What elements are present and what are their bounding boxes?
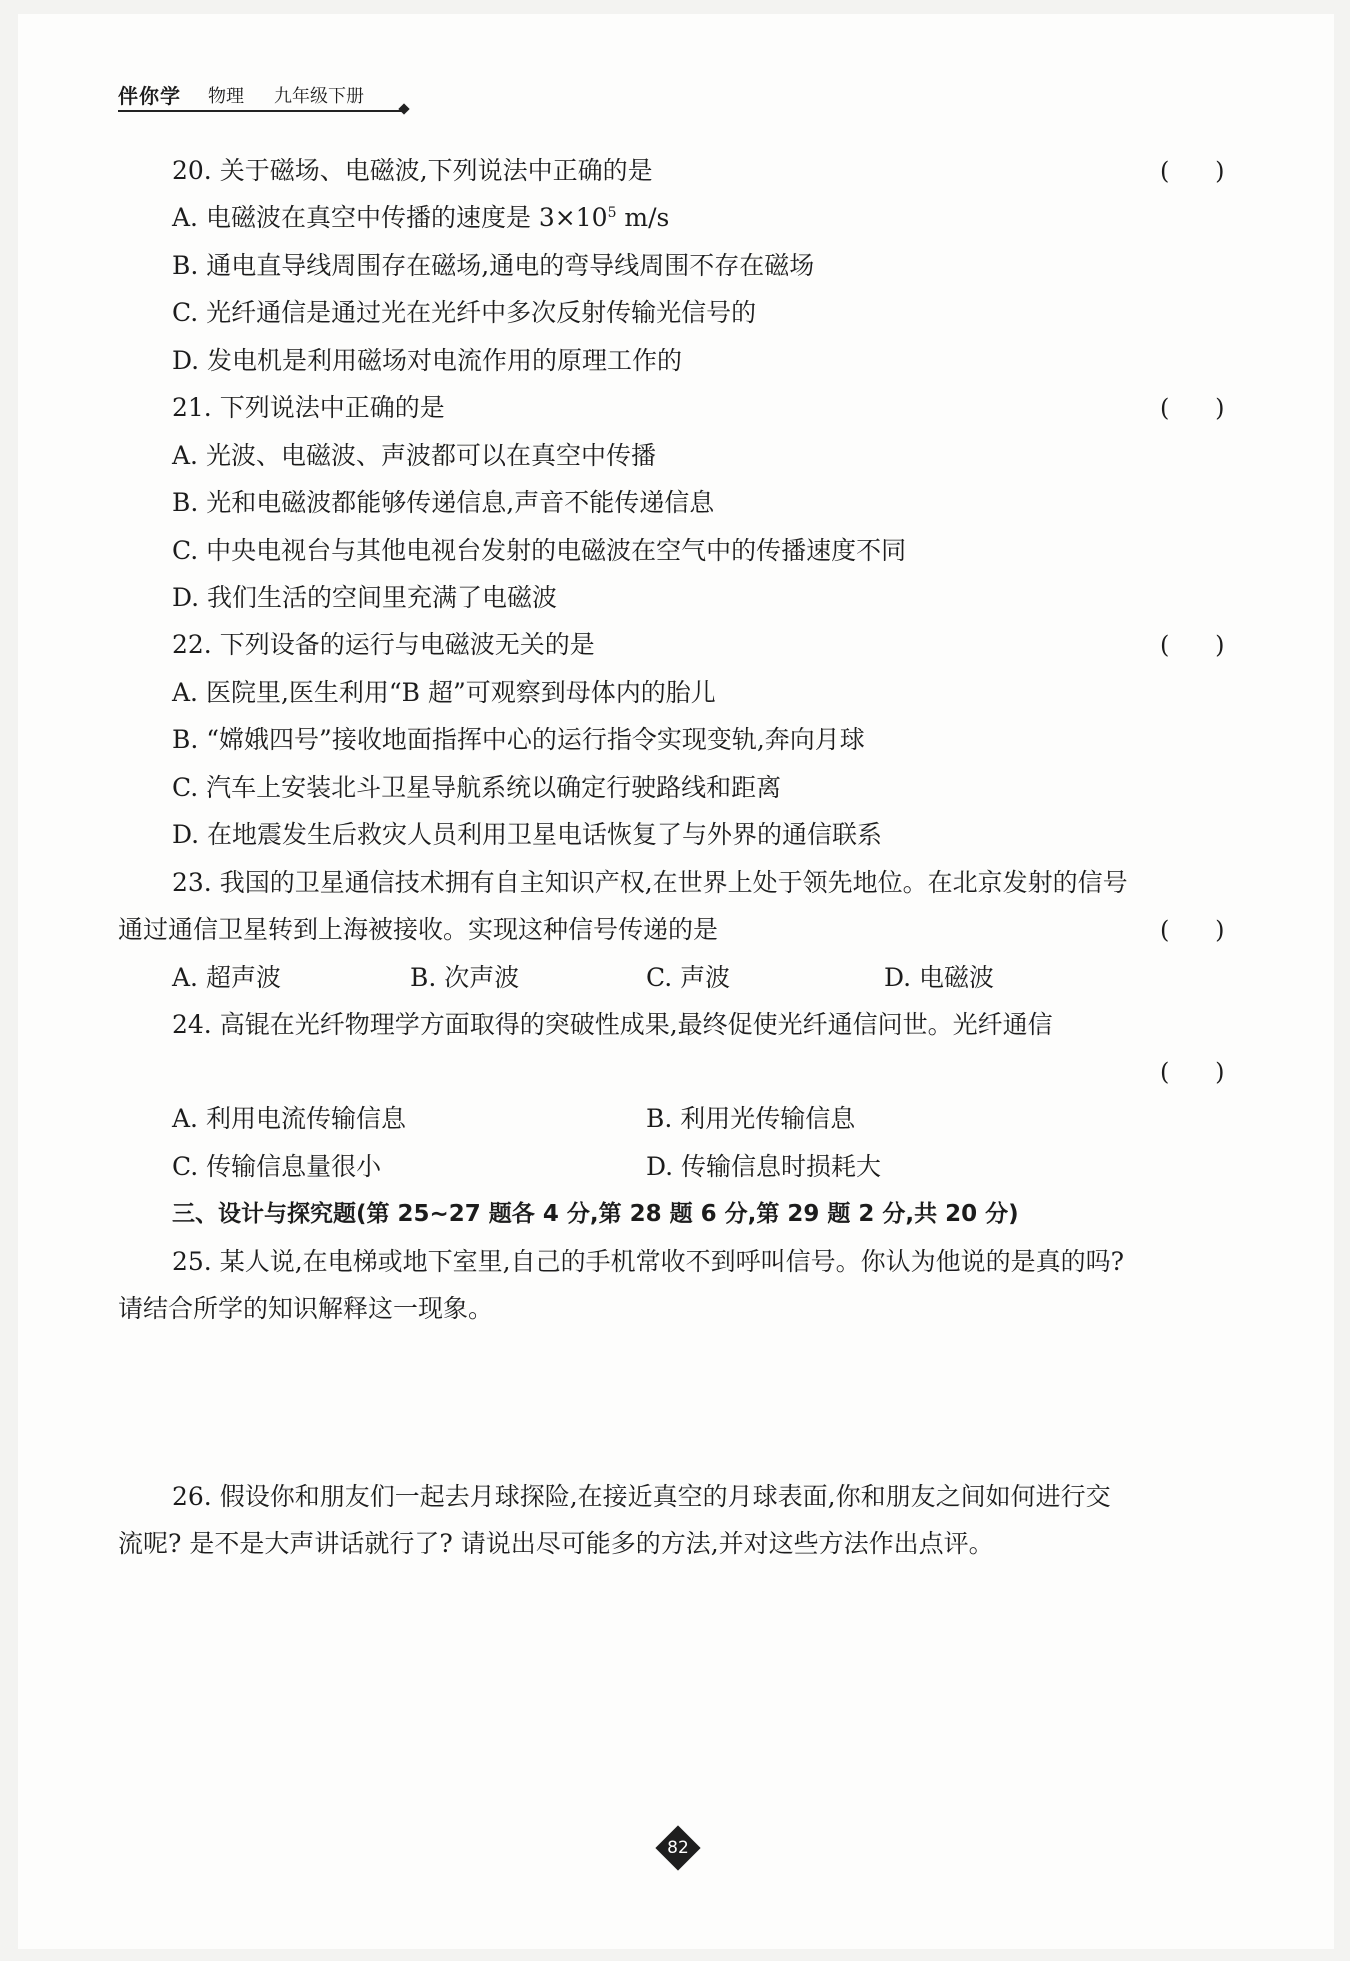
q20-stem: 20. 关于磁场、电磁波,下列说法中正确的是 [172,156,653,185]
q22-option-a: A. 医院里,医生利用“B 超”可观察到母体内的胎儿 [172,678,716,707]
q23-option-a: A. 超声波 [172,963,281,992]
q20-option-c: C. 光纤通信是通过光在光纤中多次反射传输光信号的 [172,298,757,327]
q23-option-b: B. 次声波 [410,963,520,992]
q21-stem: 21. 下列说法中正确的是 [172,393,445,422]
page-number: 82 [667,1838,689,1858]
section-3-heading: 三、设计与探究题(第 25~27 题各 4 分,第 28 题 6 分,第 29 题 2 分,共 20 分) [172,1201,1019,1227]
q23-option-d: D. 电磁波 [884,963,995,992]
q22-option-c: C. 汽车上安装北斗卫星导航系统以确定行驶路线和距离 [172,773,782,802]
q20-option-a: A. 电磁波在真空中传播的速度是 $3\times 10^5$ m/s [172,203,670,232]
q23-option-c: C. 声波 [646,963,731,992]
q24-stem: 24. 高锟在光纤物理学方面取得的突破性成果,最终促使光纤通信问世。光纤通信 [172,1010,1053,1039]
q22-answer-bracket[interactable]: ( ) [1160,631,1225,659]
q21-answer-bracket[interactable]: ( ) [1160,394,1225,422]
q26-line2: 流呢? 是不是大声讲话就行了? 请说出尽可能多的方法,并对这些方法作出点评。 [118,1529,994,1558]
q22-stem: 22. 下列设备的运行与电磁波无关的是 [172,630,595,659]
q24-option-d: D. 传输信息时损耗大 [646,1152,882,1181]
q20-option-d: D. 发电机是利用磁场对电流作用的原理工作的 [172,346,683,375]
q22-option-d: D. 在地震发生后救灾人员利用卫星电话恢复了与外界的通信联系 [172,820,883,849]
q25-line1: 25. 某人说,在电梯或地下室里,自己的手机常收不到呼叫信号。你认为他说的是真的吗? [172,1247,1125,1276]
q20-option-b: B. 通电直导线周围存在磁场,通电的弯导线周围不存在磁场 [172,251,815,280]
header-grade: 九年级下册 [274,86,364,107]
q24-option-b: B. 利用光传输信息 [646,1104,856,1133]
running-header [118,80,410,110]
q21-option-c: C. 中央电视台与其他电视台发射的电磁波在空气中的传播速度不同 [172,536,907,565]
q21-option-d: D. 我们生活的空间里充满了电磁波 [172,583,558,612]
q24-answer-bracket[interactable]: ( ) [1160,1058,1225,1086]
q26-line1: 26. 假设你和朋友们一起去月球探险,在接近真空的月球表面,你和朋友之间如何进行交 [172,1482,1111,1511]
q24-option-a: A. 利用电流传输信息 [172,1104,406,1133]
q24-option-c: C. 传输信息量很小 [172,1152,382,1181]
q20-answer-bracket[interactable]: ( ) [1160,157,1225,185]
header-rule [118,110,406,112]
q25-line2: 请结合所学的知识解释这一现象。 [118,1294,494,1323]
q22-option-b: B. “嫦娥四号”接收地面指挥中心的运行指令实现变轨,奔向月球 [172,725,865,754]
brand-logo: 伴你学 [118,84,181,108]
q23-answer-bracket[interactable]: ( ) [1160,916,1225,944]
page-number-badge [655,1825,701,1871]
header-subject: 物理 [208,86,244,107]
q23-stem-line1: 23. 我国的卫星通信技术拥有自主知识产权,在世界上处于领先地位。在北京发射的信号 [172,868,1128,897]
q21-option-b: B. 光和电磁波都能够传递信息,声音不能传递信息 [172,488,715,517]
q21-option-a: A. 光波、电磁波、声波都可以在真空中传播 [172,441,656,470]
q23-stem-line2: 通过通信卫星转到上海被接收。实现这种信号传递的是 [118,915,719,944]
